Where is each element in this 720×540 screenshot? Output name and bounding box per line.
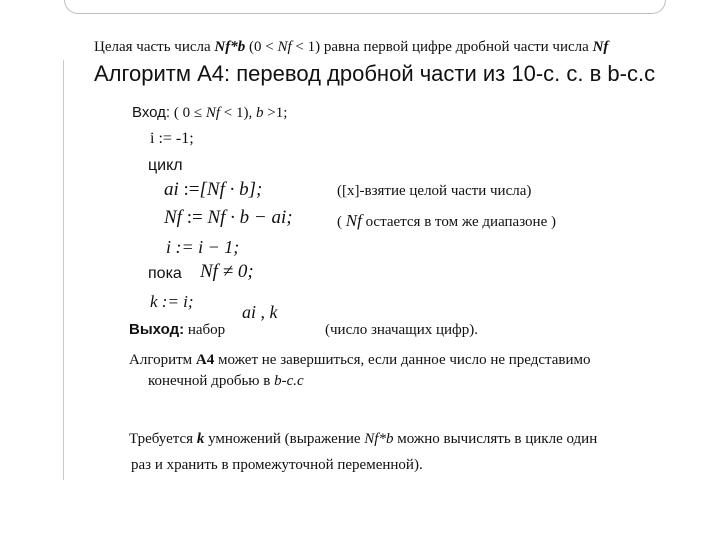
step2-operator: := bbox=[186, 207, 203, 228]
note1-line1 bbox=[129, 353, 591, 368]
input-label: Вход: bbox=[132, 104, 171, 121]
note2-expression: Nf*b bbox=[364, 431, 394, 447]
intro-text: Целая часть числа bbox=[94, 39, 215, 55]
step2-comment-rest: остается в том же диапазоне ) bbox=[361, 214, 556, 230]
page-title: Алгоритм А4: перевод дробной части из 10-с. с. в b-с.с bbox=[94, 61, 656, 86]
intro-condition-close: < 1) bbox=[291, 39, 321, 55]
intro-condition-open: (0 < bbox=[249, 39, 278, 55]
step2-comment-var: Nf bbox=[345, 211, 362, 230]
output-vars: ai , k bbox=[242, 302, 278, 322]
intro-line bbox=[94, 40, 608, 55]
output-comment: (число значащих цифр). bbox=[325, 322, 479, 338]
intro-tail-var: Nf bbox=[592, 39, 609, 55]
step2-comment-open: ( bbox=[337, 214, 346, 230]
note2-text-e: можно вычислять в цикле один bbox=[393, 431, 598, 447]
slide-frame-left bbox=[63, 60, 64, 480]
note1-algorithm-name: А4 bbox=[195, 352, 215, 368]
while-label: пока bbox=[148, 265, 182, 282]
note2-line2: раз и хранить в промежуточной переменной). bbox=[131, 457, 423, 473]
step2-comment bbox=[337, 212, 556, 230]
note2-line1 bbox=[129, 432, 597, 447]
intro-text-after: равна первой цифре дробной части числа bbox=[320, 39, 593, 55]
note2-k: k bbox=[196, 431, 205, 447]
note2-text-a: Требуется bbox=[129, 431, 197, 447]
init-statement: i := -1; bbox=[150, 130, 194, 147]
input-base-condition: >1; bbox=[263, 105, 288, 121]
slide-frame-top bbox=[64, 0, 666, 14]
intro-condition-var: Nf bbox=[277, 39, 292, 55]
step1-rhs: [Nf · b]; bbox=[199, 179, 263, 200]
note2-text-c: умножений (выражение bbox=[204, 431, 365, 447]
output-line bbox=[129, 322, 225, 338]
input-condition-open: ( 0 ≤ bbox=[173, 105, 206, 121]
step1-comment: ([x]-взятие целой части числа) bbox=[337, 183, 532, 199]
step2-lhs: Nf bbox=[164, 207, 182, 228]
step1-formula bbox=[164, 180, 262, 199]
while-condition: Nf ≠ 0; bbox=[200, 261, 254, 282]
output-text: набор bbox=[184, 322, 226, 338]
step1-lhs: ai bbox=[164, 179, 179, 200]
input-line bbox=[132, 105, 287, 121]
note1-line2-base: b-с.с bbox=[274, 373, 304, 389]
step1-operator: := bbox=[183, 179, 200, 200]
loop-label: цикл bbox=[148, 157, 183, 174]
k-assignment: k := i; bbox=[150, 292, 194, 311]
note1-line2-text: конечной дробью в bbox=[148, 373, 275, 389]
step3-statement: i := i − 1; bbox=[166, 237, 240, 257]
step2-rhs: Nf · b − ai; bbox=[207, 207, 293, 228]
input-condition-close: < 1), bbox=[220, 105, 256, 121]
note1-text-c: может не завершиться, если данное число не представимо bbox=[214, 352, 591, 368]
output-label: Выход: bbox=[129, 321, 185, 338]
step2-formula bbox=[164, 208, 293, 227]
note1-line2 bbox=[148, 374, 304, 389]
note1-text-a: Алгоритм bbox=[129, 352, 196, 368]
input-base: b bbox=[256, 105, 264, 121]
intro-expression: Nf*b bbox=[214, 39, 246, 55]
input-var: Nf bbox=[205, 105, 221, 121]
